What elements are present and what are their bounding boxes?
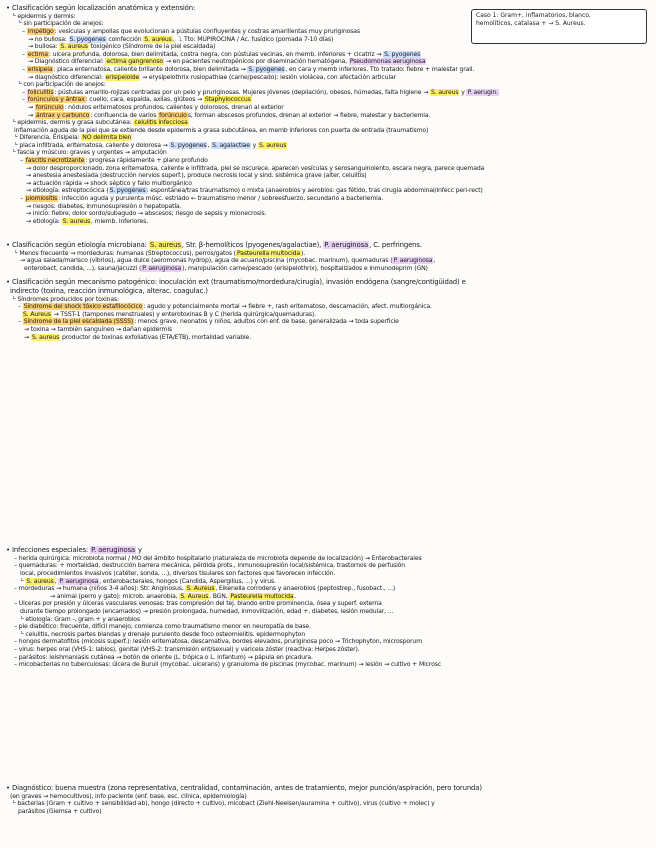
note-line: → diagnóstico diferencial: erisipeloide → erysipelothrix rusiopathiae (carne/pescado): lesión violácea, con afectación articular [28,73,396,81]
section-especiales [6,546,652,669]
case-line-2: hemolíticos, catalasa + → S. Aureus. [476,20,586,27]
note-line: – fascitis necrotizante: progresa rápidamente + plano profundo [20,157,208,165]
note-line: – piomiositis: infección aguda y purulenta músc. estriado ← traumatismo menor / sobreesfuerzo, secundario a bacteriemia. [20,195,384,203]
note-line: → Diagnóstico diferencial: ectima gangrenoso → en pacientes neutropénicos por diseminación hematógena, Pseudomonas aeruginosa [28,58,426,66]
note-line: → etiología: S. aureus, miemb. inferiores. [26,217,149,225]
note-line: – erisipela: placa enternatosa, caliente brillante dolorosa, bien delimitada → S. pyogenes, en cara y memb inferiores. Tto tratado: fiebre + malestar grall. [22,65,475,73]
note-line: → ántrax y carbunco: confluencia de varios forúnculos, forman abscesos profundos, drenan al exterior → fiebre, malestar y bacteriemia. [28,111,431,119]
note-line: → no bullosa: S. pyogenes coinfección S. aureus. ⤵ Tto: MUPIROCINA / Ac. fusídico (pomada 7-10 días) [28,35,334,43]
note-line: └ placa infiltrada, eritematosa, caliente y dolorosa → S. pyogenes, S. agalactiae y S. aureus [14,141,287,149]
note-line: – quemaduras: + mortalidad, destrucción barrera mecánica, pérdida prots., inmunosupresión local/sistémica, trastornos de perfusión [14,562,406,570]
note-line: – impétigo: vesículas y ampollas que evolucionan a pústulas confluyentes y costras amarillentas muy pruriginosas [22,27,360,35]
note-line: – Síndrome del shock tóxico estafilocócico: agudo y potencialmente mortal → fiebre +, rash eritematoso, descamación, afect. multiorgánica. [18,303,432,311]
section-anatomia [6,4,652,225]
note-line: └ celulitis, necrosis partes blandas y drenaje purulento desde foco osteomielitis. epidermophyton [20,630,305,638]
note-line: └ con participación de anejos: [18,81,106,89]
note-line: └ Síndromes producidos por toxinas: [12,295,119,303]
note-line: └ S. aureus, P. aeruginosa, enterobacterales, hongos (Candida, Aspergillus, ...) y virus. [20,577,276,585]
note-line: → animal (perro y gato): microb. anaerobia, S. Aureus, BGN, Pasteurella multocida. [50,592,297,600]
note-line: → riesgos: diabetes, inmunosupresión o hepatopatía. [26,202,182,210]
note-line: – herida quirúrgica: microbiota normal / MO del ámbito hospitalario (naturaleza de microbiota depende de localización) → Enterobacterales [14,554,422,562]
note-line: → forúnculo: nódulos eritematosos profundos, calientes y dolorosos, drenan al exterior [28,103,284,111]
note-line: └ Diferencia, Erisipela: NO delimita bien [14,134,132,142]
note-line: inflamación aguda de la piel que se extiende desde epidermis a grasa subcutánea, en memb inferiores con puerta de entrada (traumatismo) [14,126,429,134]
section-etiologia [6,241,652,273]
note-line: • Infecciones especiales: P. aeruginosa y [6,546,142,554]
note-line: (en graves → hemocultivos), info paciente (enf. base, esc. clínica, epidemiología) [10,792,247,800]
note-line: • Clasificación según etiología microbiana: S. aureus, Str. β-hemolíticos (pyogenes/agalactiae), P. aeruginosa, C. perfringens. [6,241,422,249]
note-line: local, procedimientos invasivos (catéter, sonda, ...), diversos tisulares son factores que favorecen infección. [20,569,336,577]
note-line: └ sin participación de anejos: [18,20,104,28]
note-line: └ bacterias (Gram + cultivo + sensibilidad ab), hongo (directo + cultivo), micobact (Ziehl-Neelsen/auramina + cultivo), virus (cultivo + molec) y [12,800,435,808]
note-line: enterobact, candida, ...), sauna/jacuzzi (P. aeruginosa), manipulación carne/pescado (erisipelothrix), hospitalizados e inmunodeprim (GN) [24,264,428,272]
note-line: → actuación rápida → shock séptico y fallo multiorgánico [26,179,192,187]
note-line: – Úlceras por presión y úlceras vasculares venosas: tras compresión del tej. blando entre prominencia, ósea y superf. externa [14,600,382,608]
note-line: – pie diabético: frecuente, difícil manejo, comienza como traumatismo menor en neuropatía de base. [14,623,311,631]
note-line: └ Menos frecuente → mordeduras: humanas (Streptococcus), perros/gatos (Pasteurella multocida). [14,249,306,257]
section-patogenico [6,278,652,341]
note-line: → inicio: fiebre, dolor sordo/subagudo → abscesos; riesgo de sepsis y mionecrosis. [26,210,267,218]
note-line: → etiología: estreptocócica (S. pyogenes: espontánea/tras traumatismo) o mixta (anaerobios y aerobios: gas fétido, tras cirugía abdominal/infecc peri-rect) [26,187,483,195]
note-line: – foliculitis: pústulas amarillo-rojizas centradas por un pelo y pruriginosas. Mujeres jóvenes (depilación), obesos, húmedas, falta higiene → S. aureus y P. aerugin. [22,88,498,96]
note-line: → bullosa: S. aureus toxigénico (Síndrome de la piel escaldada) [28,43,216,51]
note-line: – ectima: ulcera profunda, dolorosa, bien delimitada, costra negra, con pústulas vecinas, en memb. inferiores + cicatriz → S. pyogenes [22,50,421,58]
note-line: → S. aureus productor de toxinas exfoliativas (ETA/ETB), mortalidad variable. [24,333,251,341]
note-line: – micobacterias no tuberculosas: úlcera de Buruli (mycobac. ulcerans) y granuloma de piscinas (mycobac. marinum) → lesión → cultivo + Microsc [14,661,442,669]
note-line: • Clasificación según localización anatómica y extensión: [6,4,196,12]
note-line: └ etiología: Gram -, gram + y anaerobios [20,615,140,623]
note-line: – forúnculos y ántrax: cuello, cara, espalda, axilas, glúteos → Staphylococcus [22,96,251,104]
note-line: → toxina → también sanguíneo → dañan epidermis [24,325,172,333]
note-line: – parásitos: leishmaniasis cutánea → botón de oriente (L. trópica o L. infantum) → pápula en picadura. [14,653,313,661]
note-line: • Diagnóstico: buena muestra (zona representativa, centralidad, contaminación, antes de tratamiento, mejor punción/aspiración, pero torunda) [6,784,482,792]
note-line: – Síndrome de la piel escaldada (SSSS): menos grave, neonatos y niños, adultos con enf. de base, generalizada → toda superficie [18,318,399,326]
note-line: S. Aureus → TSST-1 (tampones menstruales) y enterotoxinas B y C (herida quirúrgica/quemaduras). [23,310,316,318]
note-line: durante tiempo prolongado (encamados) → presión prolongada, humedad, inmovilización, edad +, diabetes, lesión medular, ... [20,607,394,615]
note-line: → anestesia anestesiada (destrucción nervios superf.), produce necrosis local y sind. sistémica grave (alter. celulitis) [26,172,367,180]
note-line: indirecto (toxina, reacción inmunológica, alterac. coagulac.) [10,286,208,295]
note-line: └ epidermis, dermis y grasa subcutánea: celulitis infecciosa [12,119,188,127]
note-line: → dolor desproporcionado, zona eritematosa, caliente e infiltrada, piel se oscurece, aparecen vesículas y serosanguinolento, escara negra, parece quemada [26,164,485,172]
case-line-1: Caso 1: Gram+, inflamatorios, blanco, [476,12,591,19]
note-line: – hongos dermatofitos (micosis superf.): lesión eritematosa, descamativa, bordes elevados, pruriginosa poco → Trichophyton, microsporum [14,638,422,646]
note-line: → agua salada/marisco (vibrios), agua dulce (aeromonas hydrop), agua de acuario/piscina (mycobac. marinum), quemaduras (P. aeruginosa, [20,257,436,265]
section-diagnostico [6,784,652,816]
note-line: – mordeduras → humana (niños 3-4 años): Str. Anginosus, S. Aureus, Eikenella corrodens y anaerobios (peptostrep., fusobact., ...) [14,585,396,593]
note-line: └ fascia y músculo: graves y urgentes → amputación [12,149,167,157]
note-line: └ epidermis y dermis: [12,12,76,20]
note-line: parásitos (Giemsa + cultivo) [18,807,102,815]
note-line: – virus: herpes oral (VHS-1: labios), genital (VHS-2: transmisión ent/sexual) y varicela zóster (reactiva: Herpes zóster). [14,645,360,653]
note-line: • Clasificación según mecanismo patogénico: inoculación ext (traumatismo/mordedura/cirugía), invasión endógena (sangre/contigüidad) e [6,278,466,286]
